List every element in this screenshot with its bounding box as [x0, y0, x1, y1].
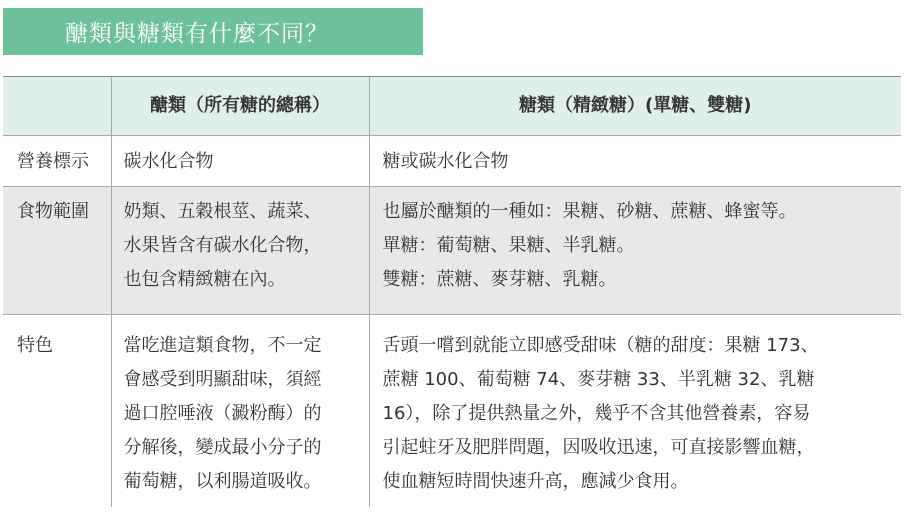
- cell-line: 分解後，變成最小分子的: [123, 437, 322, 458]
- comparison-table: [3, 76, 901, 507]
- row-label-nutrition: 營養標示: [3, 136, 111, 187]
- cell-line: 當吃進這類食物，不一定: [123, 335, 322, 356]
- cell-line: 雙糖：蔗糖、麥芽糖、乳糖。: [382, 269, 617, 290]
- cell-sugar-food-range: [369, 187, 901, 315]
- cell-line: 舌頭一嚐到就能立即感受甜味（糖的甜度：果糖 173、: [382, 335, 819, 356]
- cell-sugar-nutrition: [369, 136, 901, 187]
- cell-line: 16），除了提供熱量之外，幾乎不含其他營養素，容易: [382, 403, 811, 424]
- cell-line: 碳水化合物: [123, 151, 214, 172]
- header-cell-empty: [3, 77, 111, 136]
- cell-carb-features: [111, 315, 369, 507]
- title-banner: [3, 8, 423, 55]
- cell-line: 也屬於醣類的一種如：果糖、砂糖、蔗糖、蜂蜜等。: [382, 201, 797, 222]
- page-title: 醣類與糖類有什麼不同？: [65, 21, 329, 47]
- header-cell-sugars: 糖類（精緻糖）(單糖、雙糖): [369, 77, 901, 136]
- cell-line: 引起蛀牙及肥胖問題，因吸收迅速，可直接影響血糖，: [382, 437, 815, 458]
- cell-carb-nutrition: [111, 136, 369, 187]
- cell-line: 也包含精緻糖在內。: [123, 269, 286, 290]
- row-label-features: 特色: [3, 315, 111, 507]
- table-header-row: [3, 77, 901, 136]
- cell-sugar-features: [369, 315, 901, 507]
- cell-line: 會感受到明顯甜味，須經: [123, 369, 322, 390]
- table-row: [3, 187, 901, 315]
- cell-line: 糖或碳水化合物: [382, 151, 509, 172]
- row-label-food-range: 食物範圍: [3, 187, 111, 315]
- cell-line: 奶類、五穀根莖、蔬菜、: [123, 201, 322, 222]
- cell-line: 單糖：葡萄糖、果糖、半乳糖。: [382, 235, 635, 256]
- header-cell-carbohydrates: 醣類（所有糖的總稱）: [111, 77, 369, 136]
- cell-line: 葡萄糖，以利腸道吸收。: [123, 471, 322, 492]
- cell-carb-food-range: [111, 187, 369, 315]
- cell-line: 使血糖短時間快速升高，應減少食用。: [382, 471, 689, 492]
- comparison-table-grid: [3, 77, 901, 507]
- cell-line: 過口腔唾液（澱粉酶）的: [123, 403, 322, 424]
- cell-line: 水果皆含有碳水化合物，: [123, 235, 322, 256]
- table-row: [3, 315, 901, 507]
- cell-line: 蔗糖 100、葡萄糖 74、麥芽糖 33、半乳糖 32、乳糖: [382, 369, 815, 390]
- table-row: [3, 136, 901, 187]
